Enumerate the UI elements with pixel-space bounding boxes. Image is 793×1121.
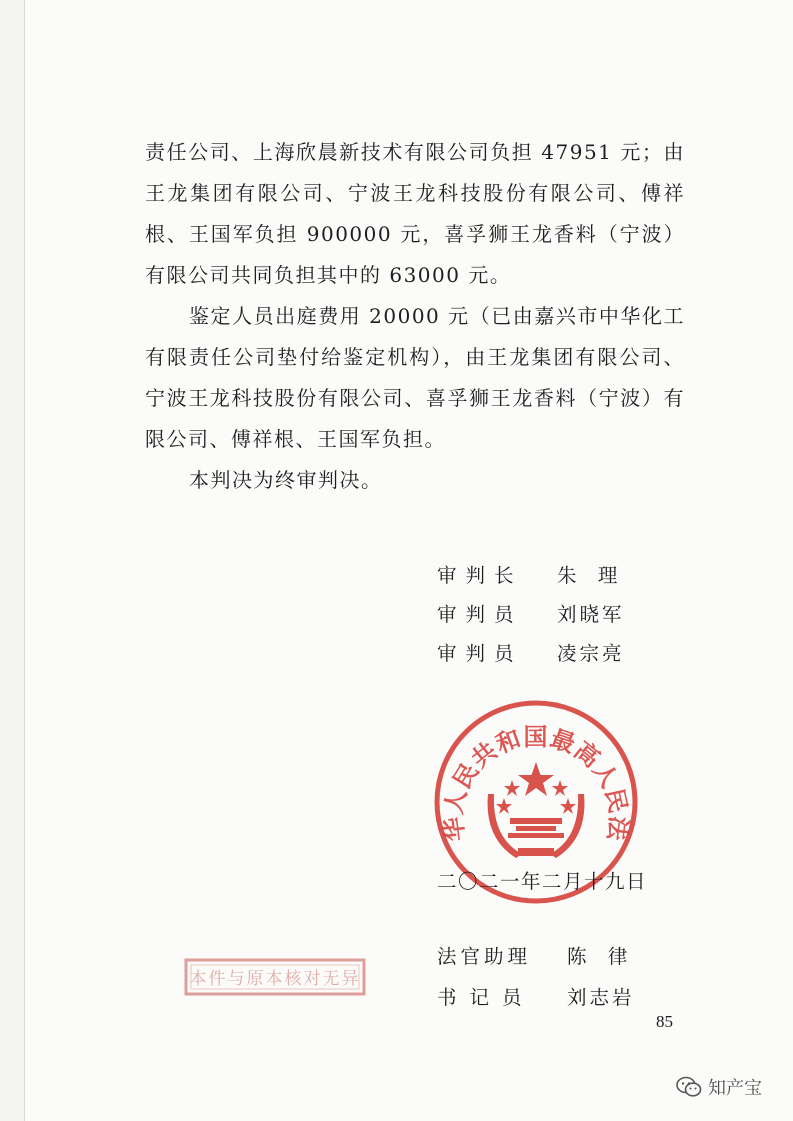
- copy-verification-stamp: [184, 957, 366, 997]
- paragraph-costs-1: 责任公司、上海欣晨新技术有限公司负担 47951 元；由王龙集团有限公司、宁波王龙科技股份有限公司、傅祥根、王国军负担 900000 元，喜孚狮王龙香料（宁波）有限公司共同负担其中的 63000 元。: [145, 140, 685, 287]
- clerks-signature-block: [437, 936, 637, 1018]
- judge-row: [437, 595, 637, 634]
- judge-name: 朱 理: [557, 564, 621, 587]
- judge-name: 凌宗亮: [557, 642, 625, 665]
- clerk-row: [437, 977, 637, 1018]
- watermark-text: 知产宝: [708, 1078, 762, 1099]
- judge-name: 刘晓军: [557, 603, 625, 626]
- watermark: [676, 1074, 762, 1100]
- wechat-icon: [676, 1076, 702, 1098]
- judge-row: [437, 556, 637, 595]
- judge-role: 审判长: [437, 564, 523, 587]
- svg-text:本件与原本核对无异: 本件与原本核对无异: [189, 969, 361, 989]
- rectangular-stamp-icon: [184, 957, 366, 997]
- judge-role: 审判员: [437, 642, 523, 665]
- clerk-row: [437, 936, 637, 977]
- judge-role: 审判员: [437, 603, 523, 626]
- clerk-name: 刘志岩: [567, 986, 635, 1009]
- svg-text:中华人民共和国最高人民法院: 华人民共和国最高人民法: [439, 722, 633, 843]
- clerk-role: 法官助理: [437, 945, 532, 968]
- page-number: 85: [656, 1012, 673, 1031]
- clerk-role: 书记员: [437, 986, 535, 1009]
- paragraph-final-judgment: 本判决为终审判决。: [189, 468, 383, 492]
- judgment-date: 二〇二一年二月十九日: [437, 870, 648, 893]
- judge-row: [437, 634, 637, 673]
- clerk-name: 陈 律: [567, 945, 631, 968]
- paragraph-costs-2: 鉴定人员出庭费用 20000 元（已由嘉兴市中华化工有限责任公司垫付给鉴定机构），由王龙集团有限公司、宁波王龙科技股份有限公司、喜孚狮王龙香料（宁波）有限公司、傅祥根、王国军负担。: [145, 304, 685, 451]
- judges-signature-block: [437, 556, 637, 673]
- judgment-body: [145, 132, 685, 501]
